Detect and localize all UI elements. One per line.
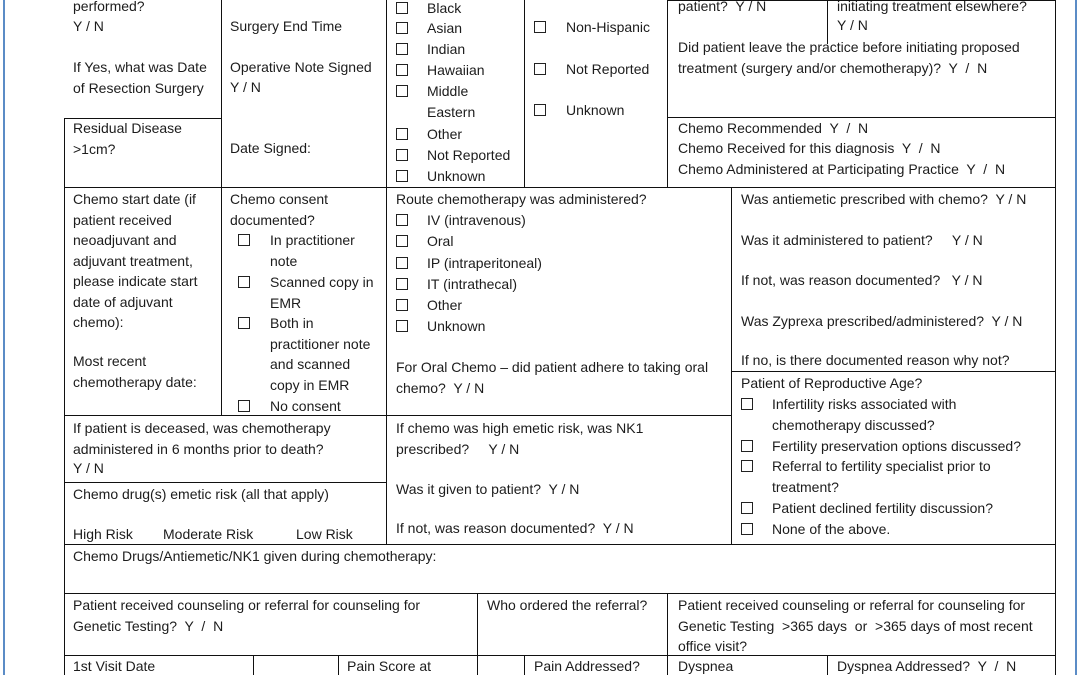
first-visit-date-label: 1st Visit Date xyxy=(73,658,156,674)
route-label: Unknown xyxy=(427,318,486,334)
reproductive-label: Patient declined fertility discussion? xyxy=(772,500,994,516)
ethnicity-label: Unknown xyxy=(566,102,625,118)
reproductive-checkbox[interactable] xyxy=(741,456,753,477)
patient-question: patient? Y / N xyxy=(678,0,767,14)
initiating-elsewhere-question: initiating treatment elsewhere? xyxy=(837,0,1027,14)
zyprexa-reason-question: If no, is there documented reason why not? xyxy=(741,352,1010,368)
rule-v-f xyxy=(731,187,732,544)
route-checkbox[interactable] xyxy=(396,295,408,316)
performed-yn[interactable]: Y / N xyxy=(73,18,104,34)
race-checkbox[interactable] xyxy=(396,39,408,60)
reproductive-label: Infertility risks associated with chemotherapy discussed? xyxy=(772,396,961,433)
nk1-given-question: Was it given to patient? Y / N xyxy=(396,481,580,497)
route-label: IT (intrathecal) xyxy=(427,276,517,292)
consent-label: In practitioner note xyxy=(270,232,359,269)
rule-v-l xyxy=(827,655,828,675)
race-label: Black xyxy=(427,0,462,16)
race-checkbox[interactable] xyxy=(396,81,408,102)
rule-v-b xyxy=(386,0,387,544)
rule-r3-a xyxy=(64,482,386,483)
race-label: Other xyxy=(427,126,463,142)
consent-checkbox[interactable] xyxy=(238,396,250,417)
route-label: IP (intraperitoneal) xyxy=(427,255,542,271)
chemo-received: Chemo Received for this diagnosis Y / N xyxy=(678,140,941,156)
antiemetic-prescribed-question: Was antiemetic prescribed with chemo? Y / N xyxy=(741,191,1027,207)
route-checkbox[interactable] xyxy=(396,253,408,274)
consent-label: No consent xyxy=(270,398,341,414)
race-label: Hawaiian xyxy=(427,62,485,78)
most-recent-chemo-date-label: Most recent chemotherapy date: xyxy=(73,353,197,390)
rule-r2-a xyxy=(731,371,1056,372)
route-title: Route chemotherapy was administered? xyxy=(396,191,647,207)
race-label: Asian xyxy=(427,20,463,36)
performed-question: performed? xyxy=(73,0,145,14)
rule-v-d xyxy=(667,0,668,187)
oral-adherence-question: For Oral Chemo – did patient adhere to taking oral chemo? Y / N xyxy=(396,359,712,396)
rule-v-left xyxy=(64,118,65,675)
emetic-risk-low[interactable]: Low Risk xyxy=(296,526,353,542)
rule-row3-top xyxy=(64,415,731,416)
race-label: Indian xyxy=(427,41,466,57)
emetic-risk-moderate[interactable]: Moderate Risk xyxy=(163,526,254,542)
rule-v-right xyxy=(1055,0,1056,675)
reproductive-checkbox[interactable] xyxy=(741,436,753,457)
ethnicity-label: Not Reported xyxy=(566,61,650,77)
nk1-reason-question: If not, was reason documented? Y / N xyxy=(396,520,634,536)
chemo-start-date-label: Chemo start date (if patient received neoadjuvant and adjuvant treatment, please indicate start date of adjuvant chemo): xyxy=(73,191,202,330)
dyspnea-label: Dyspnea xyxy=(678,658,734,674)
rule-v-a xyxy=(221,0,222,415)
rule-row5-top xyxy=(64,593,1056,594)
dyspnea-addressed-label: Dyspnea Addressed? Y / N xyxy=(837,658,1017,674)
consent-checkbox[interactable] xyxy=(238,230,250,251)
consent-checkbox[interactable] xyxy=(238,313,250,334)
race-checkbox[interactable] xyxy=(396,0,408,19)
route-checkbox[interactable] xyxy=(396,231,408,252)
surgery-end-time-label: Surgery End Time xyxy=(230,18,343,34)
race-label: Unknown xyxy=(427,168,486,184)
residual-disease-label: Residual Disease >1cm? xyxy=(73,120,186,157)
nk1-prescribed-question: If chemo was high emetic risk, was NK1 prescribed? Y / N xyxy=(396,420,648,457)
consent-title: Chemo consent documented? xyxy=(230,191,332,228)
rule-v-g xyxy=(477,593,478,675)
emetic-risk-high[interactable]: High Risk xyxy=(73,526,133,542)
deceased-yn[interactable]: Y / N xyxy=(73,460,104,476)
operative-note-yn[interactable]: Y / N xyxy=(230,79,261,95)
race-checkbox[interactable] xyxy=(396,124,408,145)
reproductive-checkbox[interactable] xyxy=(741,519,753,540)
rule-v-h xyxy=(667,593,668,675)
reproductive-label: None of the above. xyxy=(772,521,891,537)
pain-addressed-label: Pain Addressed? xyxy=(534,658,640,674)
consent-label: Scanned copy in EMR xyxy=(270,274,378,311)
route-label: Other xyxy=(427,297,463,313)
operative-note-label: Operative Note Signed xyxy=(230,59,372,75)
consent-checkbox[interactable] xyxy=(238,272,250,293)
race-checkbox[interactable] xyxy=(396,18,408,39)
route-checkbox[interactable] xyxy=(396,210,408,231)
page-frame-left xyxy=(3,0,5,675)
initiating-elsewhere-yn[interactable]: Y / N xyxy=(837,17,868,33)
reproductive-label: Fertility preservation options discussed? xyxy=(772,438,1022,454)
date-signed-label: Date Signed: xyxy=(230,140,311,156)
genetic-counseling-question: Patient received counseling or referral for counseling for Genetic Testing? Y / N xyxy=(73,597,424,634)
chemo-recommended: Chemo Recommended Y / N xyxy=(678,120,869,136)
route-checkbox[interactable] xyxy=(396,274,408,295)
ethnicity-checkbox[interactable] xyxy=(534,59,546,80)
reproductive-age-title: Patient of Reproductive Age? xyxy=(741,375,923,391)
reason-documented-question: If not, was reason documented? Y / N xyxy=(741,272,983,288)
emetic-risk-label: Chemo drug(s) emetic risk (all that apply) xyxy=(73,486,329,502)
left-practice-question: Did patient leave the practice before initiating proposed treatment (surgery and/or chemotherapy)? Y / N xyxy=(678,39,1024,76)
race-checkbox[interactable] xyxy=(396,145,408,166)
route-label: IV (intravenous) xyxy=(427,212,526,228)
route-label: Oral xyxy=(427,233,454,249)
rule-v-i xyxy=(253,655,254,675)
resection-date-label: If Yes, what was Date of Resection Surgery xyxy=(73,59,211,96)
rule-v-c xyxy=(524,0,525,187)
reproductive-checkbox[interactable] xyxy=(741,394,753,415)
administered-to-patient-question: Was it administered to patient? Y / N xyxy=(741,232,983,248)
race-checkbox[interactable] xyxy=(396,166,408,187)
chemo-administered: Chemo Administered at Participating Practice Y / N xyxy=(678,161,1006,177)
race-label: Middle Eastern xyxy=(427,83,476,120)
route-checkbox[interactable] xyxy=(396,316,408,337)
deceased-question: If patient is deceased, was chemotherapy administered in 6 months prior to death? xyxy=(73,420,335,457)
ethnicity-checkbox[interactable] xyxy=(534,17,546,38)
rule-row2-top xyxy=(64,187,1056,188)
pain-score-label: Pain Score at xyxy=(347,658,432,674)
ethnicity-checkbox[interactable] xyxy=(534,100,546,121)
rule-v-j xyxy=(338,655,339,675)
reproductive-checkbox[interactable] xyxy=(741,498,753,519)
who-ordered-referral-label: Who ordered the referral? xyxy=(487,597,648,613)
ethnicity-label: Non-Hispanic xyxy=(566,19,651,35)
reproductive-label: Referral to fertility specialist prior to treatment? xyxy=(772,458,995,495)
genetic-365-question: Patient received counseling or referral for counseling for Genetic Testing >365 days or >365 days of most recent office visit? xyxy=(678,597,1037,654)
race-checkbox[interactable] xyxy=(396,60,408,81)
rule-v-k xyxy=(524,655,525,675)
race-label: Not Reported xyxy=(427,147,511,163)
drugs-given-label: Chemo Drugs/Antiemetic/NK1 given during chemotherapy: xyxy=(73,548,437,564)
page-frame-right xyxy=(1075,0,1077,675)
consent-label: Both in practitioner note and scanned copy in EMR xyxy=(270,315,375,393)
zyprexa-question: Was Zyprexa prescribed/administered? Y / N xyxy=(741,313,1023,329)
